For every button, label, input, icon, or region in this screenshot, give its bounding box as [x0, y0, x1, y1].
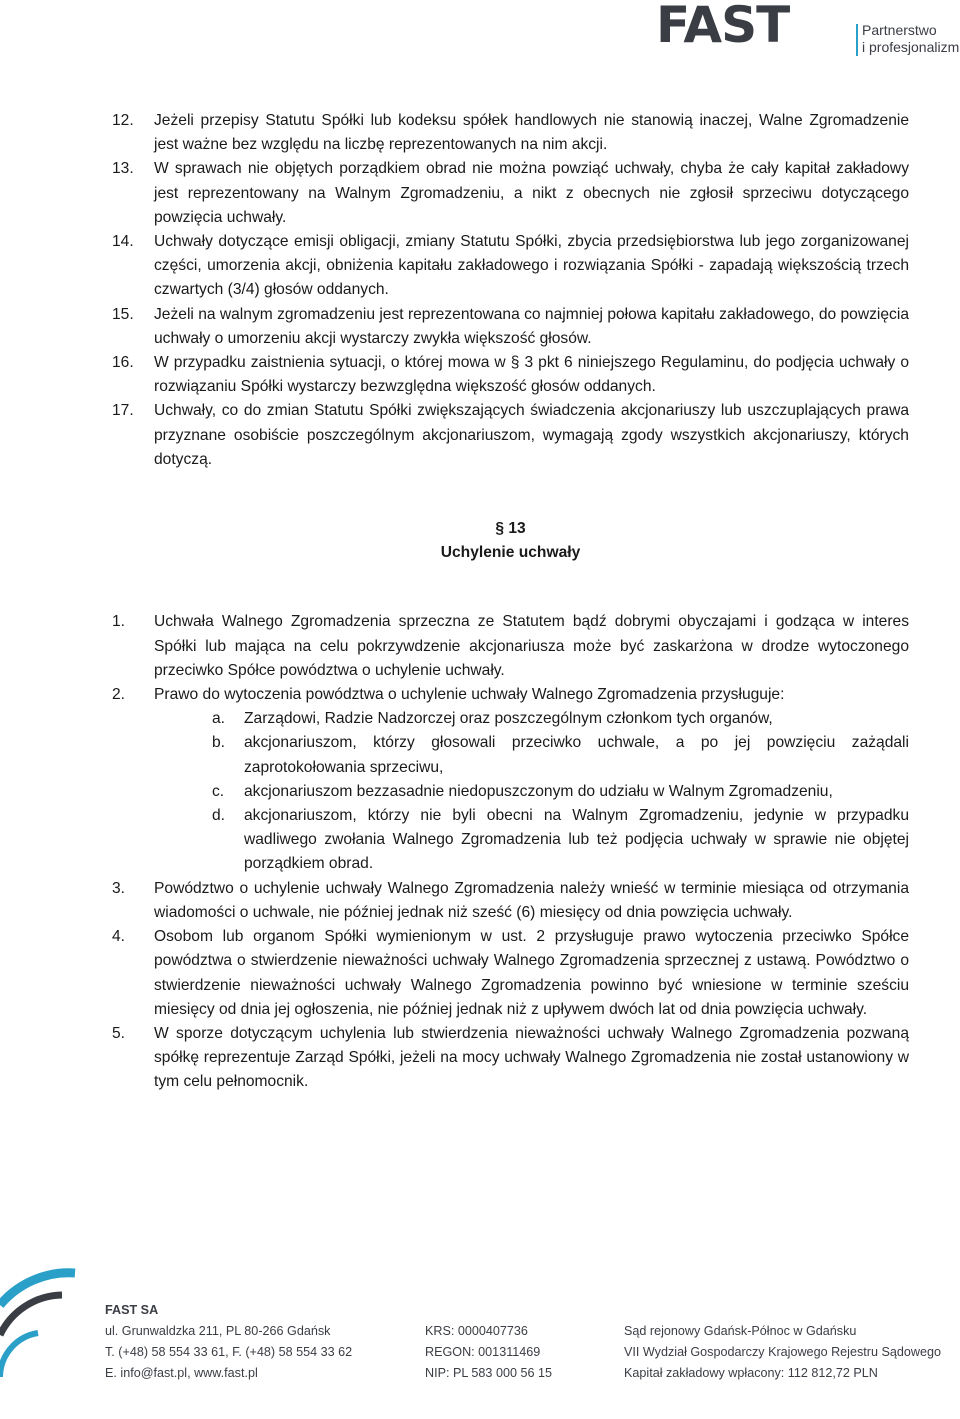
item-text: Jeżeli na walnym zgromadzeniu jest reprezentowana co najmniej połowa kapitału zakładowego, do powzięcia uchwały o umorzeniu akcji wystarczy zwykła większość głosów.: [154, 305, 909, 347]
list-item: [112, 1022, 909, 1095]
section-heading: [112, 517, 909, 565]
footer-court-column: [624, 1300, 941, 1384]
list-item: [112, 230, 909, 303]
list-item: [112, 683, 909, 707]
document-body: [112, 109, 909, 1095]
footer-email: E. info@fast.pl, www.fast.pl: [105, 1366, 258, 1380]
footer-registry-column: [425, 1300, 552, 1384]
sub-item-text: Zarządowi, Radzie Nadzorczej oraz poszczególnym członkom tych organów,: [244, 710, 773, 728]
sub-item-text: akcjonariuszom, którzy głosowali przeciwko uchwale, a po jej powzięciu zażądali zaprotokołowania sprzeciwu,: [244, 734, 909, 776]
item-text: Uchwały dotyczące emisji obligacji, zmiany Statutu Spółki, zbycia przedsiębiorstwa lub jego zorganizowanej części, umorzenia akcji, obniżenia kapitału zakładowego i rozwiązania Spółki - zapadają większością trzech czwartych (3/4) głosów oddanych.: [154, 233, 909, 299]
logo-divider: [856, 24, 858, 56]
item-text: Uchwała Walnego Zgromadzenia sprzeczna ze Statutem bądź dobrymi obyczajami i godząca w interes Spółki lub mająca na celu pokrzywdzenie akcjonariusza może być zaskarżona w drodze wytoczonego przeciwko Spółce powództwa o uchylenie uchwały.: [154, 613, 909, 679]
item-text: W sprawach nie objętych porządkiem obrad nie można powziąć uchwały, chyba że cały kapitał zakładowy jest reprezentowany na Walnym Zgromadzeniu, a nikt z obecnych nie zgłosił sprzeciwu dotyczącego powzięcia uchwały.: [154, 160, 909, 226]
footer-division: VII Wydział Gospodarczy Krajowego Rejestru Sądowego: [624, 1345, 941, 1359]
sub-item-letter: a.: [212, 710, 226, 728]
item-number: 4.: [112, 928, 126, 946]
item-text: W przypadku zaistnienia sytuacji, o której mowa w § 3 pkt 6 niniejszego Regulaminu, do podjęcia uchwały o rozwiązaniu Spółki wystarczy bezwzględna większość głosów oddanych.: [154, 354, 909, 396]
footer-krs: KRS: 0000407736: [425, 1324, 528, 1338]
item-number: 17.: [112, 402, 134, 420]
item-number: 3.: [112, 879, 126, 897]
footer-nip: NIP: PL 583 000 56 15: [425, 1366, 552, 1380]
item-text: Uchwały, co do zmian Statutu Spółki zwiększających świadczenia akcjonariuszy lub uszczuplających prawa przyznane osobiście poszczególnym akcjonariuszom, wymagają zgody wszystkich akcjonariuszy, których dotyczą.: [154, 402, 909, 468]
footer-court: Sąd rejonowy Gdańsk-Północ w Gdańsku: [624, 1324, 857, 1338]
item-number: 2.: [112, 686, 126, 704]
item-text: Prawo do wytoczenia powództwa o uchylenie uchwały Walnego Zgromadzenia przysługuje:: [154, 686, 785, 704]
sub-list-item: [112, 804, 909, 877]
list-item: [112, 925, 909, 1022]
item-number: 14.: [112, 233, 134, 251]
item-text: Powództwo o uchylenie uchwały Walnego Zgromadzenia należy wnieść w terminie miesiąca od otrzymania wiadomości o uchwale, nie później jednak niż sześć (6) miesięcy od dnia powzięcia uchwały.: [154, 879, 909, 921]
sub-list-item: [112, 707, 909, 731]
footer-company-name: FAST SA: [105, 1303, 159, 1317]
logo-tagline: [862, 22, 959, 56]
footer-company-column: [105, 1300, 352, 1384]
footer-address: ul. Grunwaldzka 211, PL 80-266 Gdańsk: [105, 1324, 331, 1338]
sub-item-letter: d.: [212, 807, 226, 825]
footer-regon: REGON: 001311469: [425, 1345, 541, 1359]
item-number: 12.: [112, 112, 134, 129]
item-text: Jeżeli przepisy Statutu Spółki lub kodeksu spółek handlowych nie stanowią inaczej, Walne Zgromadzenie jest ważne bez względu na liczbę reprezentowanych na nim akcji.: [154, 112, 909, 154]
sub-item-letter: b.: [212, 734, 226, 752]
item-number: 16.: [112, 354, 134, 372]
sub-list-item: [112, 780, 909, 804]
list-item: [112, 610, 909, 683]
item-text: W sporze dotyczącym uchylenia lub stwierdzenia nieważności uchwały Walnego Zgromadzenia pozwaną spółkę reprezentuje Zarząd Spółki, jeżeli na mocy uchwały Walnego Zgromadzenia nie został ustanowiony w tym celu pełnomocnik.: [154, 1024, 909, 1091]
item-text: Osobom lub organom Spółki wymienionym w ust. 2 przysługuje prawo wytoczenia przeciwko Spółce powództwa o stwierdzenie nieważności uchwały Walnego Zgromadzenia sprzecznej z ustawą. Powództwo o stwierdzenie nieważności uchwały Walnego Zgromadzenia powinno być wniesione w terminie sześciu miesięcy od dnia jej ogłoszenia, nie później jednak niż z upływem dwóch lat od dnia powzięcia uchwały.: [154, 928, 909, 1018]
sub-item-text: akcjonariuszom bezzasadnie niedopuszczonym do udziału w Walnym Zgromadzeniu,: [244, 782, 833, 800]
section-title: Uchylenie uchwały: [440, 544, 581, 562]
list-item: [112, 157, 909, 230]
list-item: [112, 399, 909, 472]
list-item: [112, 109, 909, 157]
tagline-line-2: i profesjonalizm: [862, 39, 960, 55]
company-logo: [650, 0, 960, 70]
footer-arc-decoration: [0, 1265, 80, 1419]
section-number: § 13: [495, 520, 526, 538]
list-item: [112, 877, 909, 925]
item-number: 1.: [112, 613, 126, 631]
sub-list-item: [112, 731, 909, 779]
sub-item-letter: c.: [212, 782, 225, 800]
footer-phone: T. (+48) 58 554 33 61, F. (+48) 58 554 33 62: [105, 1345, 353, 1359]
logo-wordmark: FAST: [656, 0, 790, 54]
item-number: 5.: [112, 1024, 126, 1042]
tagline-line-1: Partnerstwo: [862, 22, 937, 38]
list-item: [112, 303, 909, 351]
item-number: 13.: [112, 160, 134, 178]
item-number: 15.: [112, 305, 134, 323]
footer-capital: Kapitał zakładowy wpłacony: 112 812,72 PLN: [624, 1366, 878, 1380]
list-item: [112, 351, 909, 399]
sub-item-text: akcjonariuszom, którzy nie byli obecni na Walnym Zgromadzeniu, jedynie w przypadku wadliwego zwołania Walnego Zgromadzenia lub też podjęcia uchwały w sprawie nie objętej porządkiem obrad.: [244, 807, 909, 873]
